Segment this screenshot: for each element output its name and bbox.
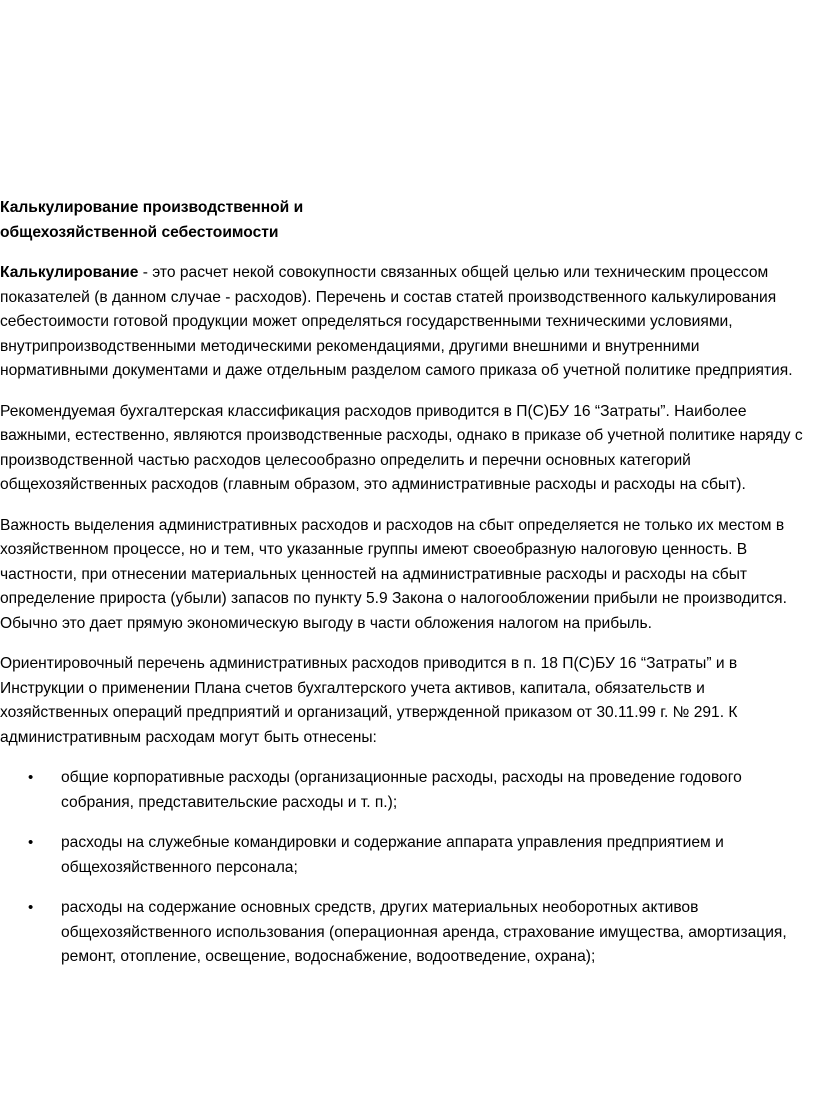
paragraph-admin-expenses: Ориентировочный перечень административных расходов приводится в п. 18 П(С)БУ 16 “Затраты” и в Инструкции о применении Плана счетов бухгалтерского учета активов, капитала, обязательств и хозяйственных операций предприятий и организаций, утвержденной приказом от 30.11.99 г. № 291. К административным расходам могут быть отнесены: <box>0 655 738 746</box>
list-item <box>0 766 808 815</box>
heading-line-2: общехозяйственной себестоимости <box>0 223 279 241</box>
section-heading <box>0 196 808 245</box>
heading-line-1: Калькулирование производственной и <box>0 199 304 216</box>
defined-term: Калькулирование <box>0 264 139 281</box>
bullet-icon: • <box>28 769 34 786</box>
paragraph-classification: Рекомендуемая бухгалтерская классификация расходов приводится в П(С)БУ 16 “Затраты”. Наиболее важными, естественно, являются производственные расходы, однако в приказе об учетной политике наряду с производственной частью расходов целесообразно определить и перечни основных категорий общехозяйственных расходов (главным образом, это административные расходы и расходы на сбыт). <box>0 402 803 493</box>
definition-text: - это расчет некой совокупности связанных общей целью или техническим процессом показателей (в данном случае - расходов). Перечень и состав статей производственного калькулирования себестоимости готовой продукции может определяться государственными техническими условиями, внутрипроизводственными методическими рекомендациями, другими внешними и внутренними нормативными документами и даже отдельным разделом самого приказа об учетной политике предприятия. <box>0 264 793 379</box>
list-item-text: общие корпоративные расходы (организационные расходы, расходы на проведение годового собрания, представительские расходы и т. п.); <box>61 769 742 811</box>
paragraph-definition <box>0 261 808 384</box>
bullet-icon: • <box>28 834 34 851</box>
bullet-icon: • <box>28 899 34 916</box>
list-item <box>0 896 808 970</box>
list-item-text: расходы на содержание основных средств, других материальных необоротных активов общехозяйственного использования (операционная аренда, страхование имущества, амортизация, ремонт, отопление, освещение, водоснабжение, водоотведение, охрана); <box>61 899 787 965</box>
document-body <box>0 196 808 986</box>
list-item-text: расходы на служебные командировки и содержание аппарата управления предприятием и общехозяйственного персонала; <box>61 834 724 876</box>
list-item <box>0 831 808 880</box>
admin-expenses-list <box>0 766 808 970</box>
paragraph-importance: Важность выделения административных расходов и расходов на сбыт определяется не только их местом в хозяйственном процессе, но и тем, что указанные группы имеют своеобразную налоговую ценность. В частности, при отнесении материальных ценностей на административные расходы и расходы на сбыт определение прироста (убыли) запасов по пункту 5.9 Закона о налогообложении прибыли не производится. Обычно это дает прямую экономическую выгоду в части обложения налогом на прибыль. <box>0 516 787 632</box>
